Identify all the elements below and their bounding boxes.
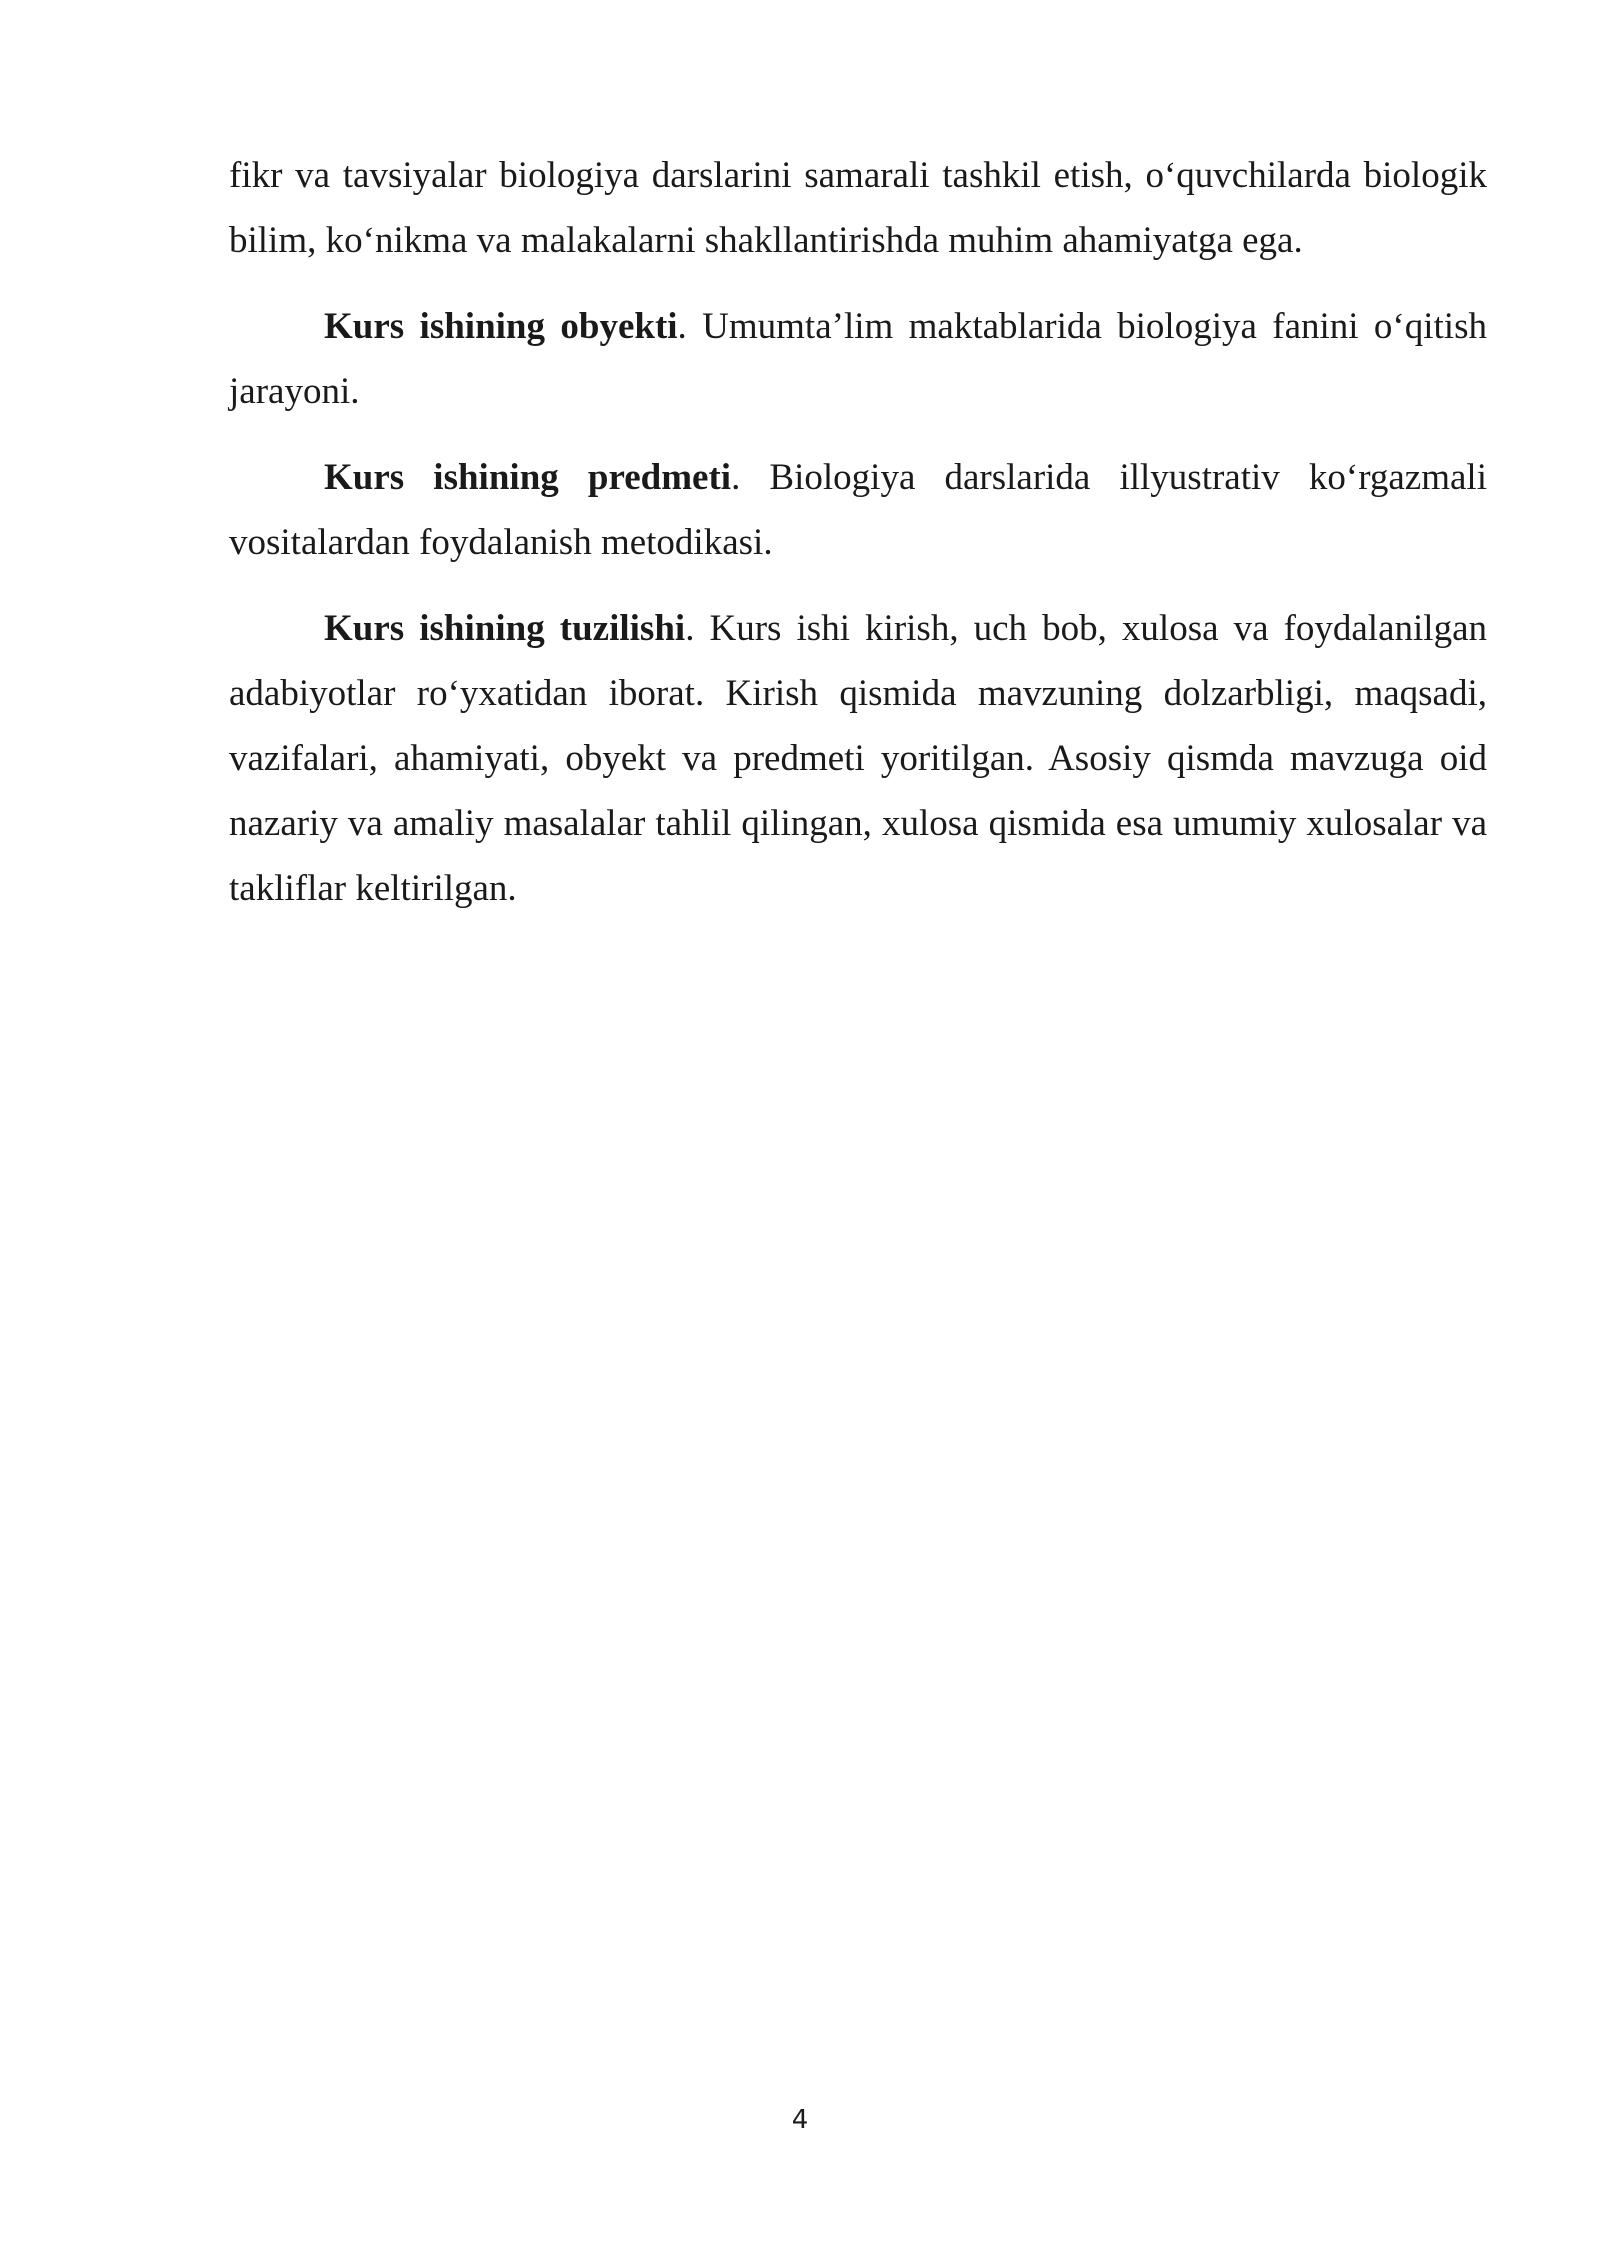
page-body bbox=[229, 143, 1487, 942]
paragraph-object bbox=[229, 294, 1487, 424]
page-number: 4 bbox=[791, 2105, 809, 2135]
paragraph-text: fikr va tavsiyalar biologiya darslarini samarali tashkil etish, o‘quvchilarda biologik bilim, ko‘nikma va malakalarni shakllantirishda muhim ahamiyatga ega. bbox=[229, 155, 1487, 261]
paragraph-text: . Biologiya darslarida illyustrativ ko‘rgazmali vositalardan foydalanish metodikasi. bbox=[229, 457, 1487, 563]
paragraph-heading: Kurs ishining predmeti bbox=[324, 457, 732, 498]
paragraph-subject bbox=[229, 445, 1487, 575]
paragraph-text: . Umumta’lim maktablarida biologiya fanini o‘qitish jarayoni. bbox=[229, 306, 1487, 412]
paragraph-heading: Kurs ishining obyekti bbox=[324, 306, 678, 347]
paragraph-text: . Kurs ishi kirish, uch bob, xulosa va foydalanilgan adabiyotlar ro‘yxatidan iborat. Kirish qismida mavzuning dolzarbligi, maqsadi, vazifalari, ahamiyati, obyekt va predmeti yoritilgan. Asosiy qismda mavzuga oid nazariy va amaliy masalalar tahlil qilingan, xulosa qismida esa umumiy xulosalar va takliflar keltirilgan. bbox=[229, 608, 1487, 909]
paragraph-heading: Kurs ishining tuzilishi bbox=[324, 608, 686, 649]
paragraph-continuation bbox=[229, 143, 1487, 273]
paragraph-structure bbox=[229, 596, 1487, 921]
